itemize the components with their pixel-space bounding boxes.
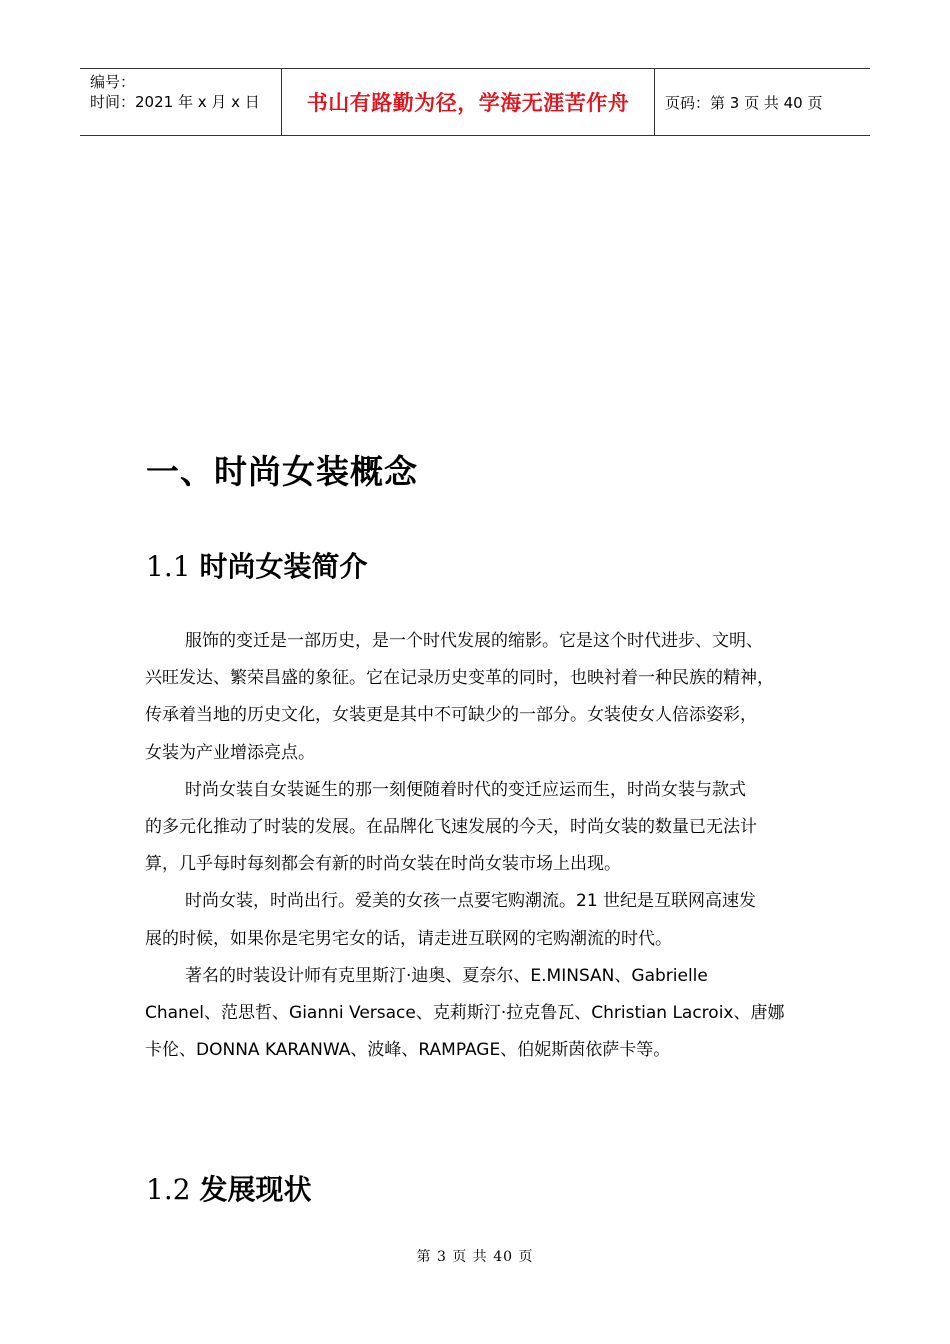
section-body [145,623,817,1069]
section-number: 1.1 [146,550,191,583]
paragraph-line: 服饰的变迁是一部历史，是一个时代发展的缩影。它是这个时代进步、文明、 [185,631,763,651]
paragraph-1 [145,623,817,772]
paragraph-line: 兴旺发达、繁荣昌盛的象征。它在记录历史变革的同时，也映衬着一种民族的精神， [145,668,774,689]
paragraph-line: 展的时候，如果你是宅男宅女的话，请走进互联网的宅购潮流的时代。 [145,928,672,949]
paragraph-line: 传承着当地的历史文化，女装更是其中不可缺少的一部分。女装使女人倍添姿彩， [145,705,757,726]
number-label: 编号： [90,73,136,91]
paragraph-line: 卡伦、DONNA KARANWA、波峰、RAMPAGE、伯妮斯茵依萨卡等。 [145,1040,671,1061]
paragraph-line: Chanel、范思哲、Gianni Versace、克莉斯汀·拉克鲁瓦、Christian Lacroix、唐娜 [145,1002,785,1023]
paragraph-line: 著名的时装设计师有克里斯汀·迪奥、夏奈尔、E.MINSAN、Gabrielle [185,965,708,986]
header-meta [80,69,282,135]
section-heading-1-1 [146,545,367,585]
page-footer: 第 3 页 共 40 页 [416,1249,534,1265]
paragraph-4 [145,958,817,1070]
paragraph-3 [145,883,817,957]
header-motto: 书山有路勤为径，学海无涯苦作舟 [282,69,655,135]
date-label: 时间：2021 年 x 月 x 日 [90,93,260,111]
header-page-info: 页码：第 3 页 共 40 页 [665,93,823,112]
paragraph-line: 算，几乎每时每刻都会有新的时尚女装在时尚女装市场上出现。 [145,854,621,875]
chapter-heading: 一、时尚女装概念 [146,452,418,491]
paragraph-2 [145,772,817,884]
section-title: 时尚女装简介 [199,550,368,583]
paragraph-line: 时尚女装自女装诞生的那一刻便随着时代的变迁应运而生，时尚女装与款式 [185,779,746,800]
paragraph-line: 的多元化推动了时装的发展。在品牌化飞速发展的今天，时尚女装的数量已无法计 [145,816,757,837]
section-number: 1.2 [146,1173,191,1206]
section-heading-1-2 [146,1168,311,1208]
paragraph-line: 女装为产业增添亮点。 [145,742,315,763]
page-header [80,68,870,136]
paragraph-line: 时尚女装，时尚出行。爱美的女孩一点要宅购潮流。21 世纪是互联网高速发 [185,891,757,912]
section-title: 发展现状 [199,1173,312,1206]
